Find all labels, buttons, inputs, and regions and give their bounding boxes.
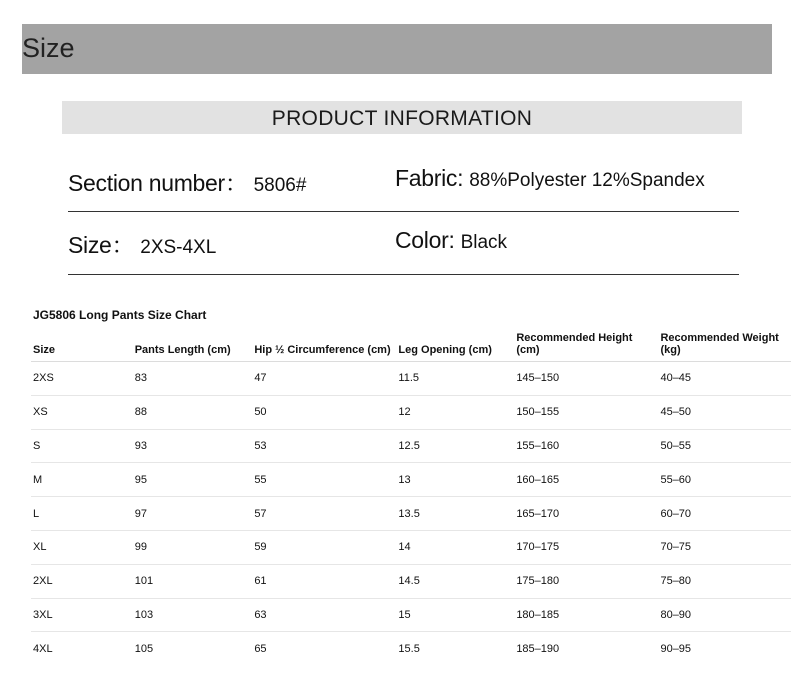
table-cell: 55 xyxy=(252,463,396,497)
table-cell: 93 xyxy=(133,429,253,463)
column-header-pants-length: Pants Length (cm) xyxy=(133,330,253,362)
table-cell: 170–175 xyxy=(514,530,658,564)
table-cell: 12 xyxy=(396,395,514,429)
table-cell: 97 xyxy=(133,497,253,531)
table-cell: 57 xyxy=(252,497,396,531)
table-cell: S xyxy=(31,429,133,463)
table-cell: 80–90 xyxy=(658,598,791,632)
column-header-hip-circumference: Hip ½ Circumference (cm) xyxy=(252,330,396,362)
table-cell: 60–70 xyxy=(658,497,791,531)
table-cell: 70–75 xyxy=(658,530,791,564)
table-row xyxy=(31,530,791,564)
size-chart-table xyxy=(31,330,791,665)
section-number-label: Section number： xyxy=(68,170,248,196)
column-header-leg-opening: Leg Opening (cm) xyxy=(396,330,514,362)
table-cell: L xyxy=(31,497,133,531)
table-cell: 55–60 xyxy=(658,463,791,497)
product-information-heading xyxy=(62,101,742,134)
table-cell: 105 xyxy=(134,642,154,655)
color-value: Black xyxy=(460,232,508,253)
table-cell: 53 xyxy=(252,429,396,463)
table-cell: 12.5 xyxy=(396,429,514,463)
table-cell: 2XL xyxy=(31,564,133,598)
fabric-field xyxy=(395,165,705,192)
table-cell: 45–50 xyxy=(658,395,791,429)
size-value: 2XS-4XL xyxy=(140,237,217,258)
table-cell: 90–95 xyxy=(660,642,692,655)
table-cell: 47 xyxy=(252,362,396,396)
table-cell: 61 xyxy=(252,564,396,598)
section-number-value: 5806# xyxy=(253,175,307,196)
fabric-value: 88%Polyester 12%Spandex xyxy=(469,170,705,191)
table-cell: 88 xyxy=(133,395,253,429)
table-cell: 15 xyxy=(396,598,514,632)
table-cell: 180–185 xyxy=(514,598,658,632)
table-cell: 14.5 xyxy=(396,564,514,598)
table-cell: 50 xyxy=(252,395,396,429)
table-row xyxy=(31,395,791,429)
table-cell: 99 xyxy=(133,530,253,564)
table-cell: 4XL xyxy=(33,642,53,655)
table-row xyxy=(31,632,791,665)
size-banner xyxy=(22,24,772,74)
table-cell: 14 xyxy=(396,530,514,564)
table-cell: 13.5 xyxy=(396,497,514,531)
column-header-recommended-weight: Recommended Weight (kg) xyxy=(658,330,791,362)
table-cell: 101 xyxy=(133,564,253,598)
table-row xyxy=(31,463,791,497)
size-label: Size： xyxy=(68,232,135,258)
color-field xyxy=(395,227,507,254)
table-cell: 175–180 xyxy=(514,564,658,598)
table-cell: 103 xyxy=(133,598,253,632)
product-information-title: PRODUCT INFORMATION xyxy=(271,107,533,130)
info-row-section-fabric xyxy=(68,165,739,195)
table-row xyxy=(31,598,791,632)
table-row xyxy=(31,497,791,531)
size-banner-title: Size xyxy=(22,33,75,63)
table-cell: 50–55 xyxy=(658,429,791,463)
table-cell: 145–150 xyxy=(514,362,658,396)
divider xyxy=(68,211,739,212)
table-row xyxy=(31,362,791,396)
table-cell: 40–45 xyxy=(658,362,791,396)
size-field xyxy=(68,227,216,260)
table-row xyxy=(31,564,791,598)
table-cell: 15.5 xyxy=(398,642,420,655)
column-header-recommended-height: Recommended Height (cm) xyxy=(514,330,658,362)
table-cell: 59 xyxy=(252,530,396,564)
table-cell: 75–80 xyxy=(658,564,791,598)
table-row xyxy=(31,429,791,463)
table-cell: 65 xyxy=(254,642,267,655)
table-cell: 13 xyxy=(396,463,514,497)
table-cell: 2XS xyxy=(31,362,133,396)
table-cell: XS xyxy=(31,395,133,429)
divider xyxy=(68,274,739,275)
table-cell: 160–165 xyxy=(514,463,658,497)
table-cell: 63 xyxy=(252,598,396,632)
table-header-row xyxy=(31,330,791,362)
table-cell: 185–190 xyxy=(516,642,560,655)
table-cell: 95 xyxy=(133,463,253,497)
color-label: Color: xyxy=(395,227,455,253)
table-cell: 155–160 xyxy=(514,429,658,463)
table-cell: XL xyxy=(31,530,133,564)
table-cell: 150–155 xyxy=(514,395,658,429)
table-cell: 11.5 xyxy=(396,362,514,396)
table-cell: 165–170 xyxy=(514,497,658,531)
table-cell: 3XL xyxy=(31,598,133,632)
size-chart-title: JG5806 Long Pants Size Chart xyxy=(33,308,207,322)
table-cell: 83 xyxy=(133,362,253,396)
info-row-size-color xyxy=(68,227,739,257)
fabric-label: Fabric: xyxy=(395,165,464,191)
column-header-size: Size xyxy=(31,330,133,362)
table-cell: M xyxy=(31,463,133,497)
section-number-field xyxy=(68,165,306,198)
